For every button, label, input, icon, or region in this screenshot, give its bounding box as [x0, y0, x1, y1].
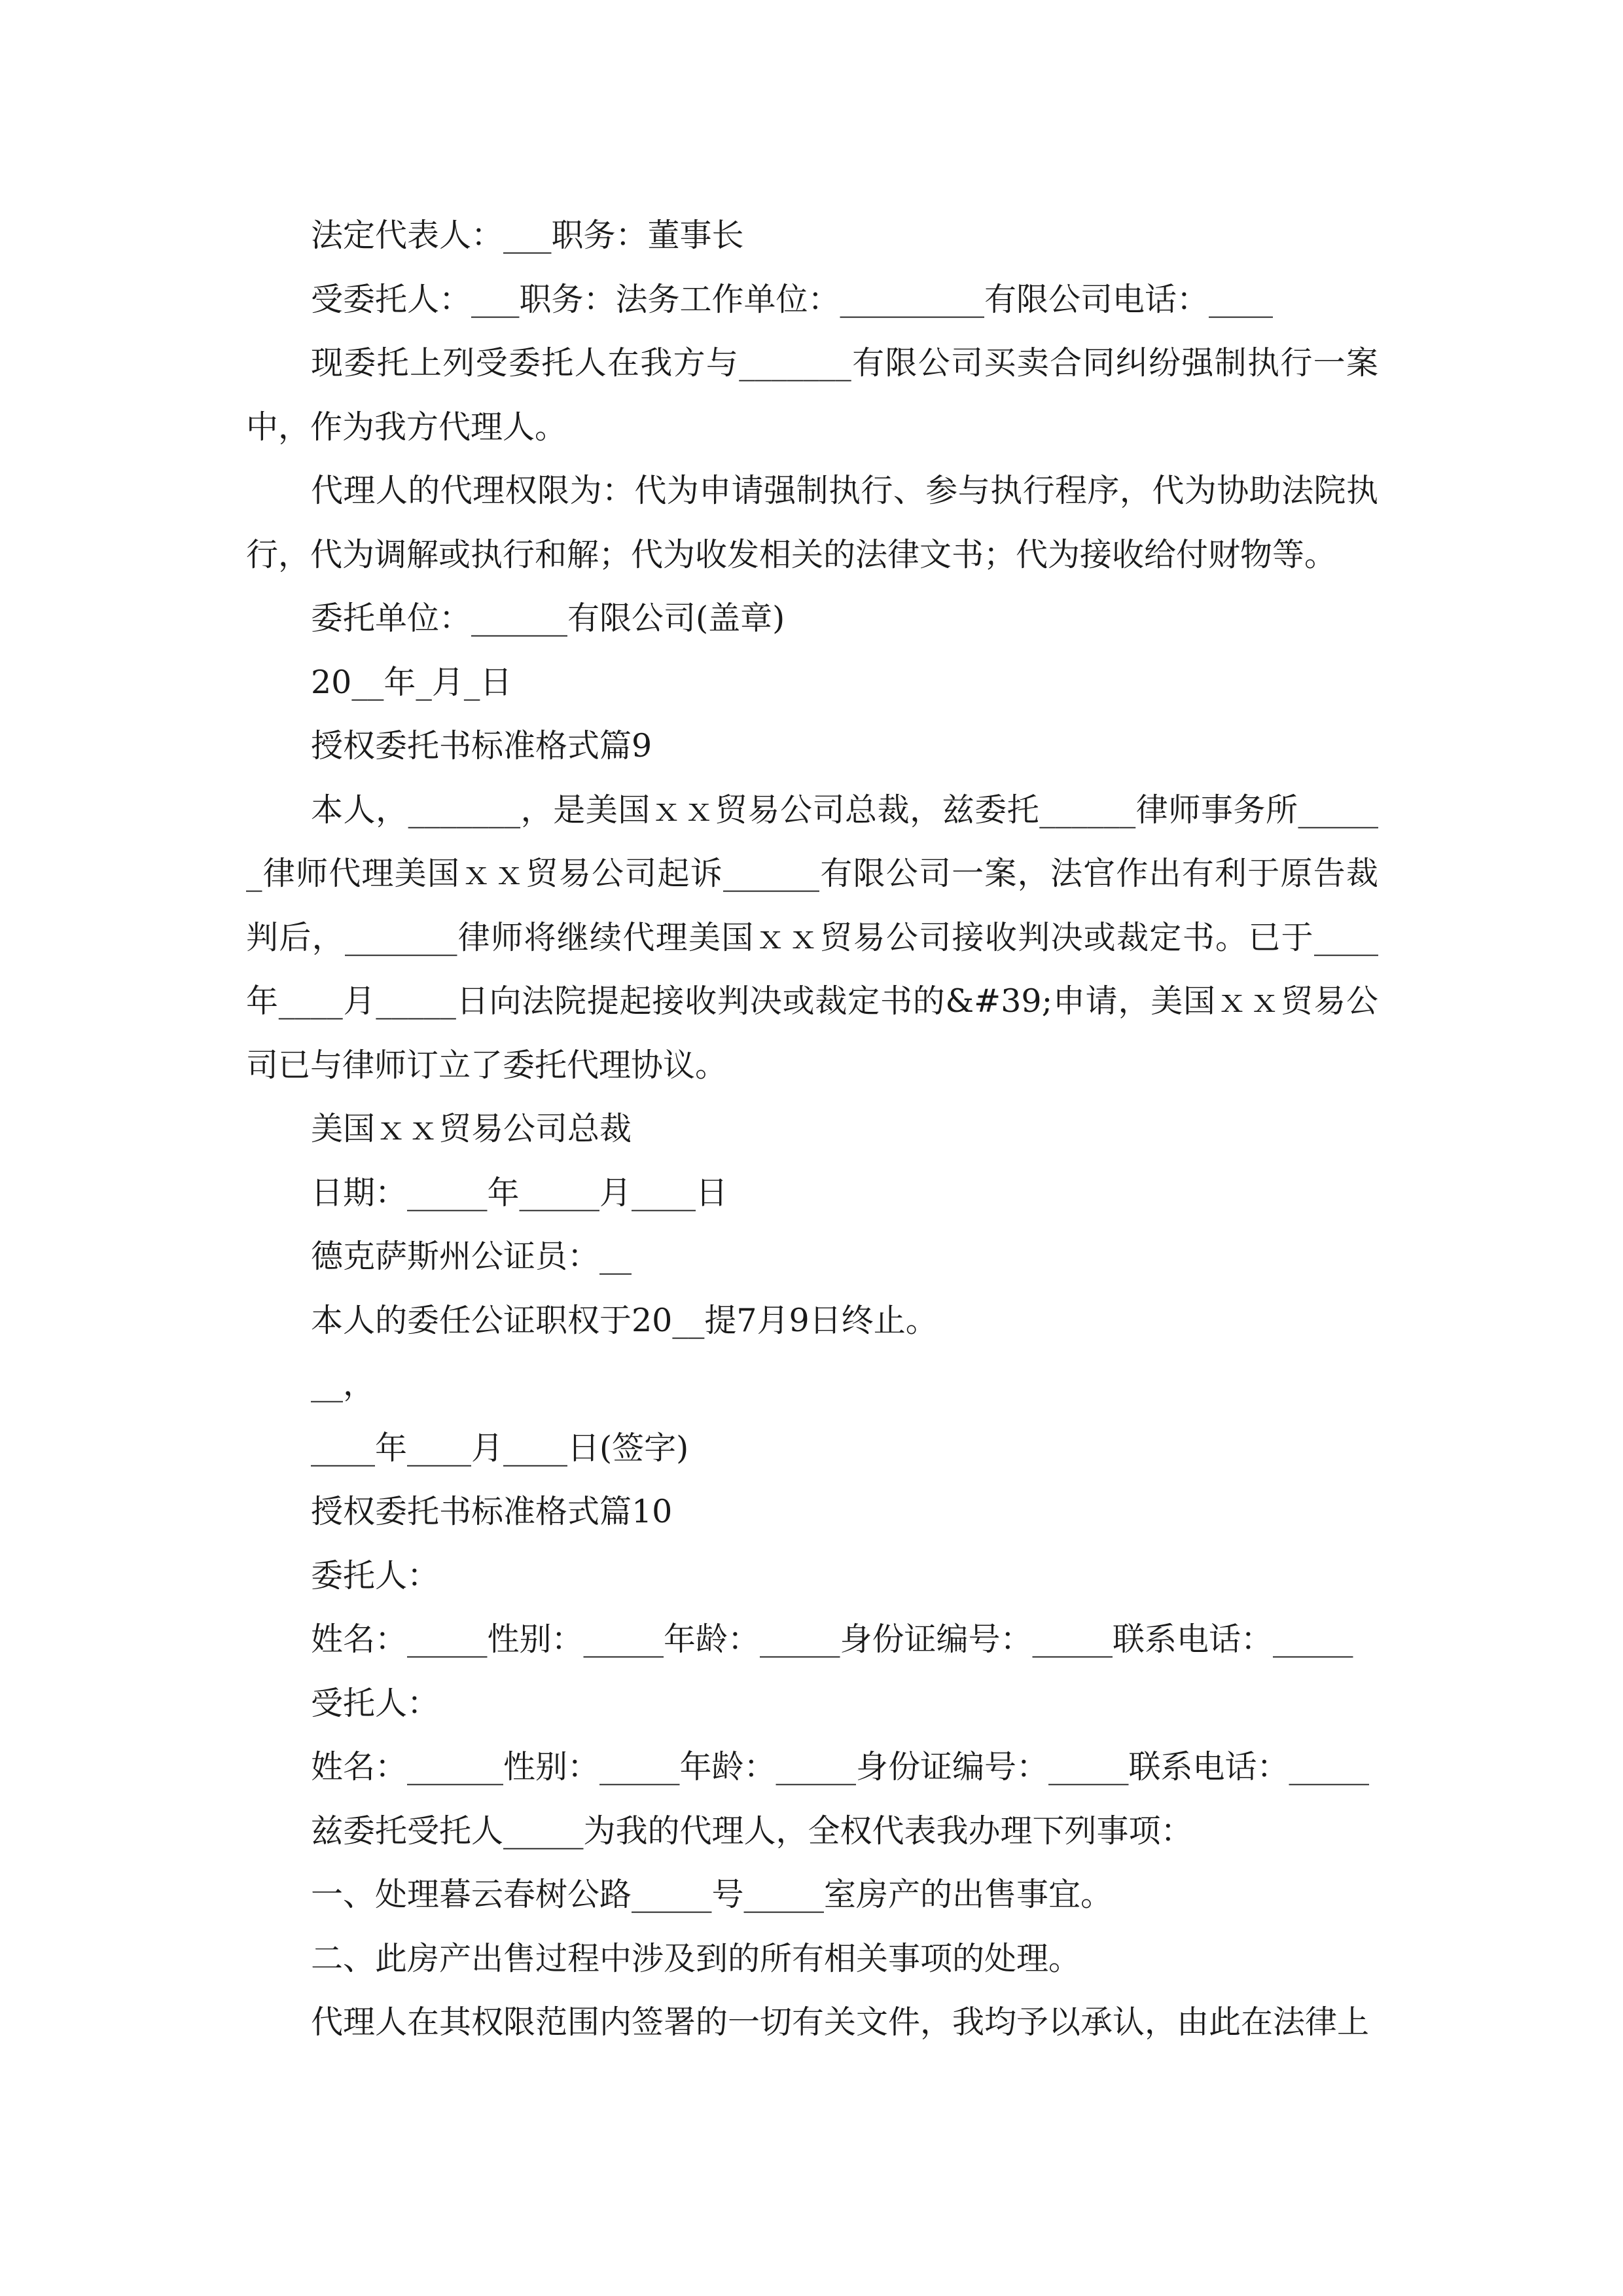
- matter-item-1: 一、处理暮云春树公路_____号_____室房产的出售事宜。: [311, 1876, 1113, 1913]
- document-body: [246, 204, 1378, 2054]
- agent-label: 受托人：: [311, 1684, 440, 1722]
- entrusting-unit: 委托单位：______有限公司(盖章): [311, 600, 785, 637]
- trustee-line: 受委托人：___职务：法务工作单位：_________有限公司电话：____: [311, 280, 1274, 318]
- signature-date-line: ____年____月____日(签字): [311, 1429, 689, 1467]
- principal-info-line: 姓名：_____性别：_____年龄：_____身份证编号：_____联系电话：_____: [311, 1621, 1353, 1658]
- section-heading-10: 授权委托书标准格式篇10: [311, 1493, 673, 1530]
- section-heading-9: 授权委托书标准格式篇9: [311, 727, 652, 764]
- date-line: 20__年_月_日: [311, 663, 512, 701]
- agent-authority: 代理人的代理权限为：代为申请强制执行、参与执行程序，代为协助法院执行，代为调解或执行和解；代为收发相关的法律文书；代为接收给付财物等。: [246, 472, 1378, 573]
- matter-item-2: 二、此房产出售过程中涉及到的所有相关事项的处理。: [311, 1939, 1081, 1977]
- date-fill-line: 日期：_____年_____月____日: [311, 1174, 728, 1211]
- principal-label: 委托人：: [311, 1556, 440, 1594]
- legal-representative-line: 法定代表人：___职务：董事长: [311, 217, 744, 254]
- notary-term-line: 本人的委任公证职权于20__提7月9日终止。: [311, 1301, 938, 1339]
- acknowledgement-statement: 代理人在其权限范围内签署的一切有关文件，我均予以承认，由此在法律上: [311, 2003, 1370, 2041]
- entrustment-matters-intro: 兹委托受托人_____为我的代理人，全权代表我办理下列事项：: [311, 1812, 1193, 1850]
- notary-line: 德克萨斯州公证员：__: [311, 1238, 632, 1275]
- president-signature-line: 美国ｘｘ贸易公司总裁: [311, 1110, 632, 1147]
- agent-info-line: 姓名：______性别：_____年龄：_____身份证编号：_____联系电话：_____: [311, 1748, 1370, 1785]
- entrustment-statement: 现委托上列受委托人在我方与_______有限公司买卖合同纠纷强制执行一案中，作为我方代理人。: [246, 344, 1378, 446]
- section-9-body: 本人，_______，是美国ｘｘ贸易公司总裁，兹委托______律师事务所______律师代理美国ｘｘ贸易公司起诉______有限公司一案，法官作出有利于原告裁判后，_______律师将继续代理美国ｘｘ贸易公司接收判决或裁定书。已于____年____月_____日向法院提起接收判决或裁定书的&#39;申请，美国ｘｘ贸易公司已与律师订立了委托代理协议。: [246, 791, 1378, 1084]
- blank-signature-line: __，: [311, 1365, 376, 1403]
